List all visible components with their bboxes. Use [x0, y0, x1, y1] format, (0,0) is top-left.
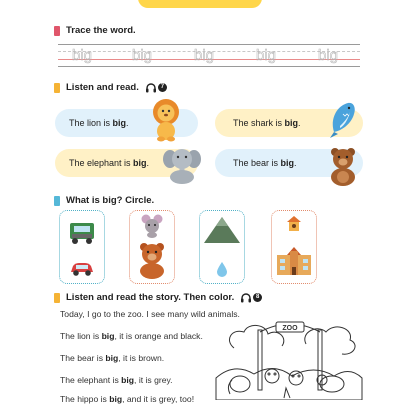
card-text: The elephant is: [69, 158, 134, 168]
section-listen-header: [54, 82, 167, 93]
card-text: The shark is: [233, 118, 285, 128]
card-text: The bear is: [233, 158, 281, 168]
story-text: , it is brown.: [118, 353, 165, 363]
story-text: The hippo is: [60, 394, 110, 404]
bear-icon: [136, 241, 168, 279]
section-title: Trace the word.: [66, 25, 136, 36]
choice-frame[interactable]: [129, 210, 175, 284]
section-marker: [54, 293, 60, 303]
headphones-icon: [240, 293, 252, 303]
truck-icon: [67, 221, 97, 245]
mountain-icon: [202, 215, 242, 245]
section-title: Listen and read.: [66, 82, 139, 93]
section-marker: [54, 83, 60, 93]
story-text: The elephant is: [60, 375, 122, 385]
card-bold-word: big: [112, 118, 127, 128]
bear-icon: [326, 146, 360, 186]
section-title: What is big? Circle.: [66, 195, 155, 206]
story-text: , it is grey.: [134, 375, 173, 385]
section-title: Listen and read the story. Then color.: [66, 292, 235, 303]
trace-writing-lines[interactable]: [58, 44, 360, 66]
story-line: [60, 394, 194, 404]
card-text: .: [294, 158, 297, 168]
car-icon: [69, 261, 95, 277]
card-text: .: [146, 158, 150, 168]
section-marker: [54, 196, 60, 206]
story-bold-word: big: [121, 375, 135, 385]
zoo-coloring-illustration[interactable]: [214, 318, 364, 400]
drop-icon: [216, 261, 228, 277]
trace-word: big: [132, 47, 153, 64]
story-bold-word: big: [101, 331, 115, 341]
choice-frame[interactable]: [59, 210, 105, 284]
page-header-tab: [138, 0, 262, 8]
birdhouse-icon: [286, 215, 302, 233]
choice-frame[interactable]: [271, 210, 317, 284]
audio-track[interactable]: [240, 293, 262, 303]
trace-word: big: [194, 47, 215, 64]
trace-word: big: [318, 47, 339, 64]
story-bold-word: big: [109, 394, 123, 404]
story-text: The lion is: [60, 331, 102, 341]
choice-frame[interactable]: [199, 210, 245, 284]
story-line: [60, 309, 240, 319]
story-text: , and it is grey, too!: [122, 394, 195, 404]
section-circle-header: [54, 195, 154, 206]
track-number: 7: [158, 83, 167, 92]
mouse-icon: [140, 214, 164, 238]
story-text: The bear is: [60, 353, 106, 363]
card-bold-word: big: [280, 158, 295, 168]
story-line: [60, 375, 173, 385]
story-line: [60, 353, 164, 363]
card-bold-word: big: [284, 118, 299, 128]
audio-track[interactable]: [145, 83, 167, 93]
section-trace-header: [54, 25, 136, 36]
card-text: The lion is: [69, 118, 113, 128]
story-text: , it is orange and black.: [114, 331, 203, 341]
headphones-icon: [145, 83, 157, 93]
shark-icon: [328, 100, 358, 140]
card-text: .: [126, 118, 129, 128]
track-number: 8: [253, 293, 262, 302]
section-marker: [54, 26, 60, 36]
trace-word: big: [72, 47, 93, 64]
elephant-icon: [162, 145, 202, 185]
story-text: Today, I go to the zoo. I see many wild animals.: [60, 309, 240, 319]
story-line: [60, 331, 203, 341]
section-story-header: [54, 292, 262, 303]
lion-icon: [148, 98, 184, 142]
school-icon: [275, 245, 313, 277]
card-text: .: [298, 118, 301, 128]
story-bold-word: big: [105, 353, 119, 363]
trace-word: big: [256, 47, 277, 64]
zoo-sign-text: ZOO: [282, 325, 298, 332]
card-bold-word: big: [133, 158, 147, 168]
